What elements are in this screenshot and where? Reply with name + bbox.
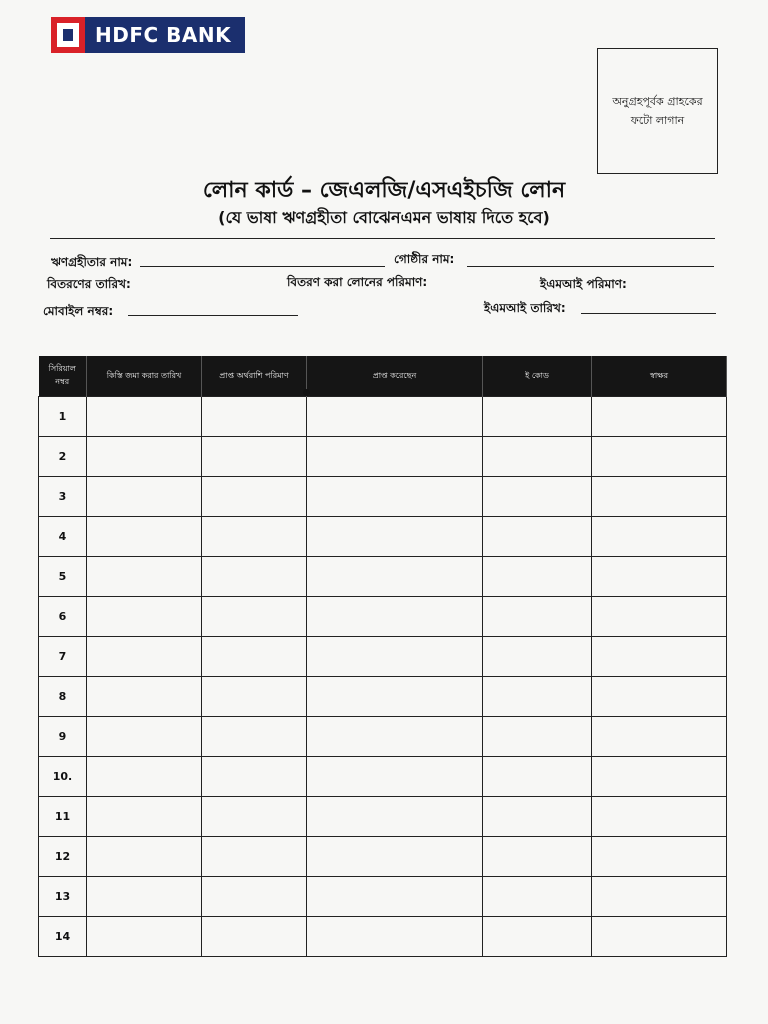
table-cell[interactable] bbox=[202, 677, 307, 717]
table-cell[interactable] bbox=[202, 477, 307, 517]
table-cell[interactable] bbox=[483, 597, 592, 637]
group-name-field[interactable] bbox=[467, 266, 714, 267]
form-title: লোন কার্ড – জেএলজি/এসএইচজি লোন bbox=[202, 178, 566, 203]
table-cell[interactable] bbox=[202, 877, 307, 917]
table-cell[interactable] bbox=[307, 757, 483, 797]
col-installment-date: কিস্তি জমা করার তারিখ bbox=[87, 356, 202, 397]
loan-amount-label: বিতরণ করা লোনের পরিমাণ: bbox=[287, 275, 428, 289]
table-cell[interactable] bbox=[87, 757, 202, 797]
hdfc-bank-logo bbox=[51, 17, 245, 53]
table-cell[interactable] bbox=[87, 677, 202, 717]
table-row bbox=[39, 757, 727, 797]
serial-number: 7 bbox=[39, 637, 87, 677]
serial-number: 5 bbox=[39, 557, 87, 597]
table-cell[interactable] bbox=[592, 917, 727, 957]
table-cell[interactable] bbox=[307, 637, 483, 677]
table-row bbox=[39, 877, 727, 917]
table-row bbox=[39, 837, 727, 877]
serial-number: 1 bbox=[39, 397, 87, 437]
table-cell[interactable] bbox=[202, 397, 307, 437]
col-e-code: ই কোড bbox=[483, 356, 592, 397]
table-cell[interactable] bbox=[202, 597, 307, 637]
table-cell[interactable] bbox=[307, 477, 483, 517]
group-name-label: গোষ্ঠীর নাম: bbox=[394, 252, 455, 266]
table-cell[interactable] bbox=[307, 677, 483, 717]
repayment-table bbox=[38, 356, 727, 957]
emi-date-field[interactable] bbox=[581, 313, 716, 314]
table-cell[interactable] bbox=[483, 477, 592, 517]
table-cell[interactable] bbox=[307, 517, 483, 557]
table-cell[interactable] bbox=[592, 637, 727, 677]
table-cell[interactable] bbox=[307, 557, 483, 597]
table-cell[interactable] bbox=[307, 837, 483, 877]
table-cell[interactable] bbox=[307, 397, 483, 437]
serial-number: 10. bbox=[39, 757, 87, 797]
table-cell[interactable] bbox=[87, 517, 202, 557]
table-cell[interactable] bbox=[592, 517, 727, 557]
table-cell[interactable] bbox=[483, 757, 592, 797]
table-cell[interactable] bbox=[592, 557, 727, 597]
table-cell[interactable] bbox=[592, 837, 727, 877]
serial-number: 2 bbox=[39, 437, 87, 477]
table-cell[interactable] bbox=[592, 677, 727, 717]
mobile-label: মোবাইল নম্বর: bbox=[43, 304, 114, 318]
table-cell[interactable] bbox=[307, 797, 483, 837]
table-cell[interactable] bbox=[202, 437, 307, 477]
table-cell[interactable] bbox=[592, 397, 727, 437]
photo-box-text: অনুগ্রহপূর্বক গ্রাহকের ফটো লাগান bbox=[612, 95, 703, 127]
table-cell[interactable] bbox=[483, 717, 592, 757]
serial-number: 3 bbox=[39, 477, 87, 517]
borrower-name-field[interactable] bbox=[140, 266, 385, 267]
emi-amount-label: ইএমআই পরিমাণ: bbox=[540, 277, 627, 291]
table-cell[interactable] bbox=[202, 797, 307, 837]
table-cell[interactable] bbox=[307, 877, 483, 917]
serial-number: 13 bbox=[39, 877, 87, 917]
table-cell[interactable] bbox=[87, 917, 202, 957]
table-row bbox=[39, 637, 727, 677]
table-cell[interactable] bbox=[87, 717, 202, 757]
table-row bbox=[39, 477, 727, 517]
col-serial: সিরিয়াল নম্বর bbox=[39, 356, 87, 397]
serial-number: 9 bbox=[39, 717, 87, 757]
table-cell[interactable] bbox=[202, 837, 307, 877]
serial-number: 14 bbox=[39, 917, 87, 957]
table-cell[interactable] bbox=[202, 917, 307, 957]
table-header-row bbox=[39, 356, 727, 397]
table-cell[interactable] bbox=[483, 917, 592, 957]
table-row bbox=[39, 397, 727, 437]
table-cell[interactable] bbox=[87, 877, 202, 917]
table-row bbox=[39, 797, 727, 837]
table-cell[interactable] bbox=[483, 437, 592, 477]
table-row bbox=[39, 597, 727, 637]
col-amount-received: প্রাপ্ত অর্থরাশি পরিমাণ bbox=[202, 356, 307, 397]
table-cell[interactable] bbox=[87, 437, 202, 477]
serial-number: 8 bbox=[39, 677, 87, 717]
col-received-by: প্রাপ্ত করেছেন bbox=[307, 356, 483, 397]
table-cell[interactable] bbox=[307, 597, 483, 637]
table-row bbox=[39, 517, 727, 557]
serial-number: 12 bbox=[39, 837, 87, 877]
table-cell[interactable] bbox=[307, 917, 483, 957]
table-cell[interactable] bbox=[87, 557, 202, 597]
photo-box bbox=[597, 48, 718, 174]
table-cell[interactable] bbox=[87, 797, 202, 837]
hdfc-logo-mark-icon bbox=[51, 17, 85, 53]
table-cell[interactable] bbox=[592, 797, 727, 837]
table-cell[interactable] bbox=[483, 397, 592, 437]
table-cell[interactable] bbox=[592, 717, 727, 757]
table-cell[interactable] bbox=[592, 437, 727, 477]
table-row bbox=[39, 557, 727, 597]
table-cell[interactable] bbox=[202, 757, 307, 797]
table-cell[interactable] bbox=[87, 637, 202, 677]
mobile-field[interactable] bbox=[128, 315, 298, 316]
table-cell[interactable] bbox=[307, 717, 483, 757]
table-cell[interactable] bbox=[87, 477, 202, 517]
table-row bbox=[39, 437, 727, 477]
table-cell[interactable] bbox=[202, 557, 307, 597]
serial-number: 4 bbox=[39, 517, 87, 557]
table-cell[interactable] bbox=[483, 837, 592, 877]
scan-mark bbox=[303, 389, 310, 396]
col-signature: স্বাক্ষর bbox=[592, 356, 727, 397]
table-cell[interactable] bbox=[87, 837, 202, 877]
table-cell[interactable] bbox=[483, 797, 592, 837]
table-cell[interactable] bbox=[202, 517, 307, 557]
disbursement-date-label: বিতরণের তারিখ: bbox=[47, 277, 131, 291]
serial-number: 6 bbox=[39, 597, 87, 637]
table-cell[interactable] bbox=[483, 517, 592, 557]
table-cell[interactable] bbox=[592, 477, 727, 517]
table-cell[interactable] bbox=[307, 437, 483, 477]
table-cell[interactable] bbox=[87, 597, 202, 637]
bank-name: HDFC BANK bbox=[95, 23, 232, 47]
serial-number: 11 bbox=[39, 797, 87, 837]
title-divider bbox=[50, 238, 715, 239]
form-subtitle: (যে ভাষা ঋণগ্রহীতা বোঝেনএমন ভাষায় দিতে হবে) bbox=[218, 208, 550, 227]
table-cell[interactable] bbox=[202, 717, 307, 757]
table-row bbox=[39, 677, 727, 717]
borrower-name-label: ঋণগ্রহীতার নাম: bbox=[51, 255, 133, 269]
table-cell[interactable] bbox=[483, 557, 592, 597]
table-cell[interactable] bbox=[483, 877, 592, 917]
table-cell[interactable] bbox=[592, 877, 727, 917]
table-row bbox=[39, 717, 727, 757]
table-cell[interactable] bbox=[592, 597, 727, 637]
table-cell[interactable] bbox=[87, 397, 202, 437]
table-cell[interactable] bbox=[592, 757, 727, 797]
table-row bbox=[39, 917, 727, 957]
emi-date-label: ইএমআই তারিখ: bbox=[484, 301, 566, 315]
table-cell[interactable] bbox=[202, 637, 307, 677]
table-cell[interactable] bbox=[483, 677, 592, 717]
table-cell[interactable] bbox=[483, 637, 592, 677]
